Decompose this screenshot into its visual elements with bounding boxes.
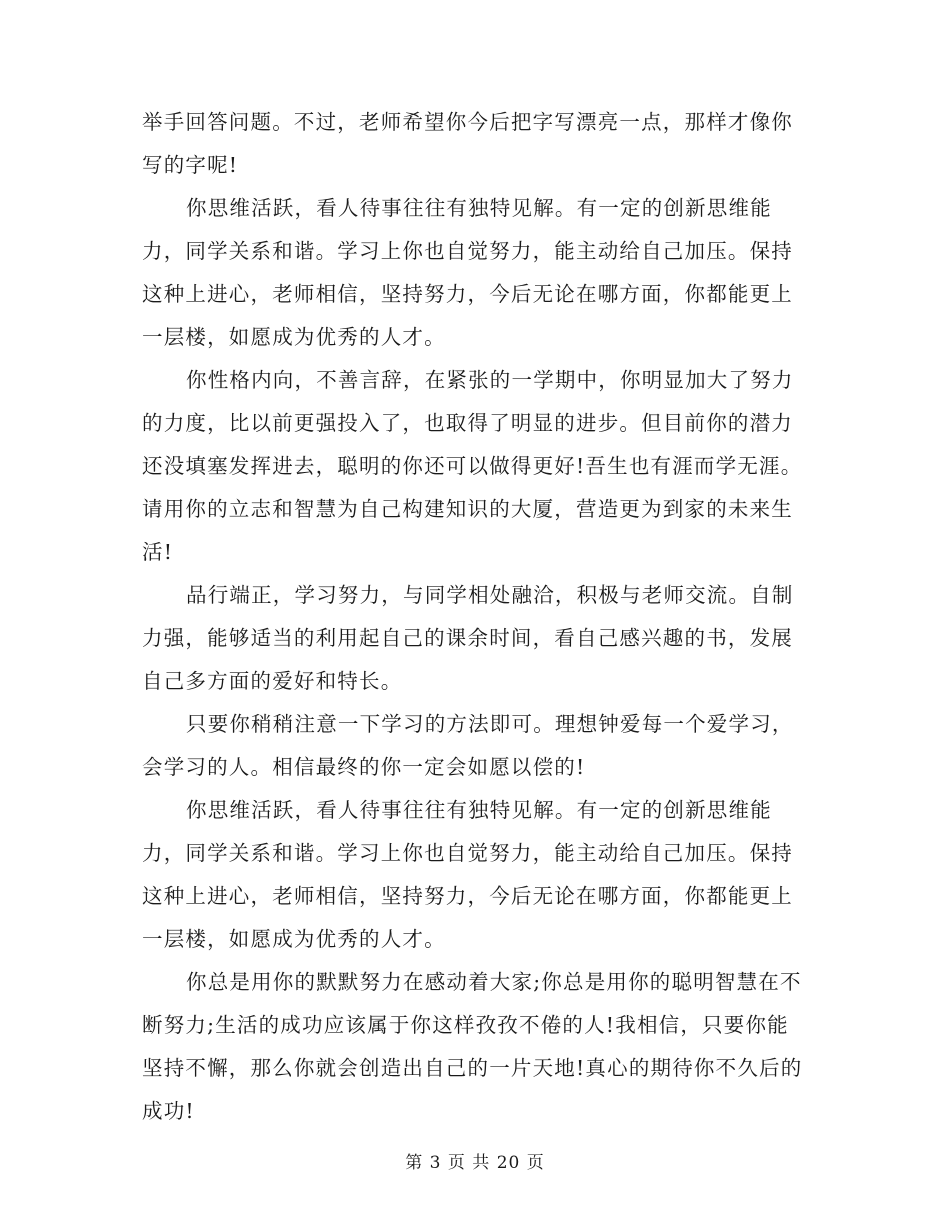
text-line: 的力度，比以前更强投入了，也取得了明显的进步。但目前你的潜力: [142, 411, 793, 435]
text-line: 断努力;生活的成功应该属于你这样孜孜不倦的人!我相信，只要你能: [142, 1013, 789, 1037]
text-line: 力，同学关系和谐。学习上你也自觉努力，能主动给自己加压。保持: [142, 841, 793, 865]
text-line: 你思维活跃，看人待事往往有独特见解。有一定的创新思维能: [186, 798, 772, 822]
page-number-label: 第 3 页 共 20 页: [405, 1153, 545, 1173]
text-line: 成功!: [142, 1099, 195, 1123]
text-line: 力强，能够适当的利用起自己的课余时间，看自己感兴趣的书，发展: [142, 626, 793, 650]
text-line: 请用你的立志和智慧为自己构建知识的大厦，营造更为到家的未来生: [142, 497, 793, 521]
paragraph-5: [142, 703, 808, 789]
paragraph-4: [142, 574, 808, 703]
text-line: 一层楼，如愿成为优秀的人才。: [142, 927, 446, 951]
text-line: 只要你稍稍注意一下学习的方法即可。理想钟爱每一个爱学习，: [186, 712, 794, 736]
text-line: 你总是用你的默默努力在感动着大家;你总是用你的聪明智慧在不: [186, 970, 802, 994]
paragraph-1: [142, 101, 808, 187]
page-footer: [0, 1148, 950, 1173]
text-line: 还没填塞发挥进去，聪明的你还可以做得更好!吾生也有涯而学无涯。: [142, 454, 803, 478]
paragraph-2: [142, 187, 808, 359]
text-line: 会学习的人。相信最终的你一定会如愿以偿的!: [142, 755, 586, 779]
text-line: 这种上进心，老师相信，坚持努力，今后无论在哪方面，你都能更上: [142, 884, 793, 908]
text-line: 自己多方面的爱好和特长。: [142, 669, 403, 693]
text-line: 坚持不懈，那么你就会创造出自己的一片天地!真心的期待你不久后的: [142, 1056, 803, 1080]
text-line: 一层楼，如愿成为优秀的人才。: [142, 325, 446, 349]
text-line: 你思维活跃，看人待事往往有独特见解。有一定的创新思维能: [186, 196, 772, 220]
text-line: 这种上进心，老师相信，坚持努力，今后无论在哪方面，你都能更上: [142, 282, 793, 306]
text-line: 写的字呢!: [142, 153, 239, 177]
paragraph-6: [142, 789, 808, 961]
text-line: 举手回答问题。不过，老师希望你今后把字写漂亮一点，那样才像你: [142, 110, 793, 134]
text-line: 活!: [142, 540, 174, 564]
paragraph-3: [142, 359, 808, 574]
text-line: 力，同学关系和谐。学习上你也自觉努力，能主动给自己加压。保持: [142, 239, 793, 263]
document-body: [142, 101, 808, 1133]
text-line: 你性格内向，不善言辞，在紧张的一学期中，你明显加大了努力: [186, 368, 794, 392]
text-line: 品行端正，学习努力，与同学相处融洽，积极与老师交流。自制: [186, 583, 794, 607]
paragraph-7: [142, 961, 808, 1133]
